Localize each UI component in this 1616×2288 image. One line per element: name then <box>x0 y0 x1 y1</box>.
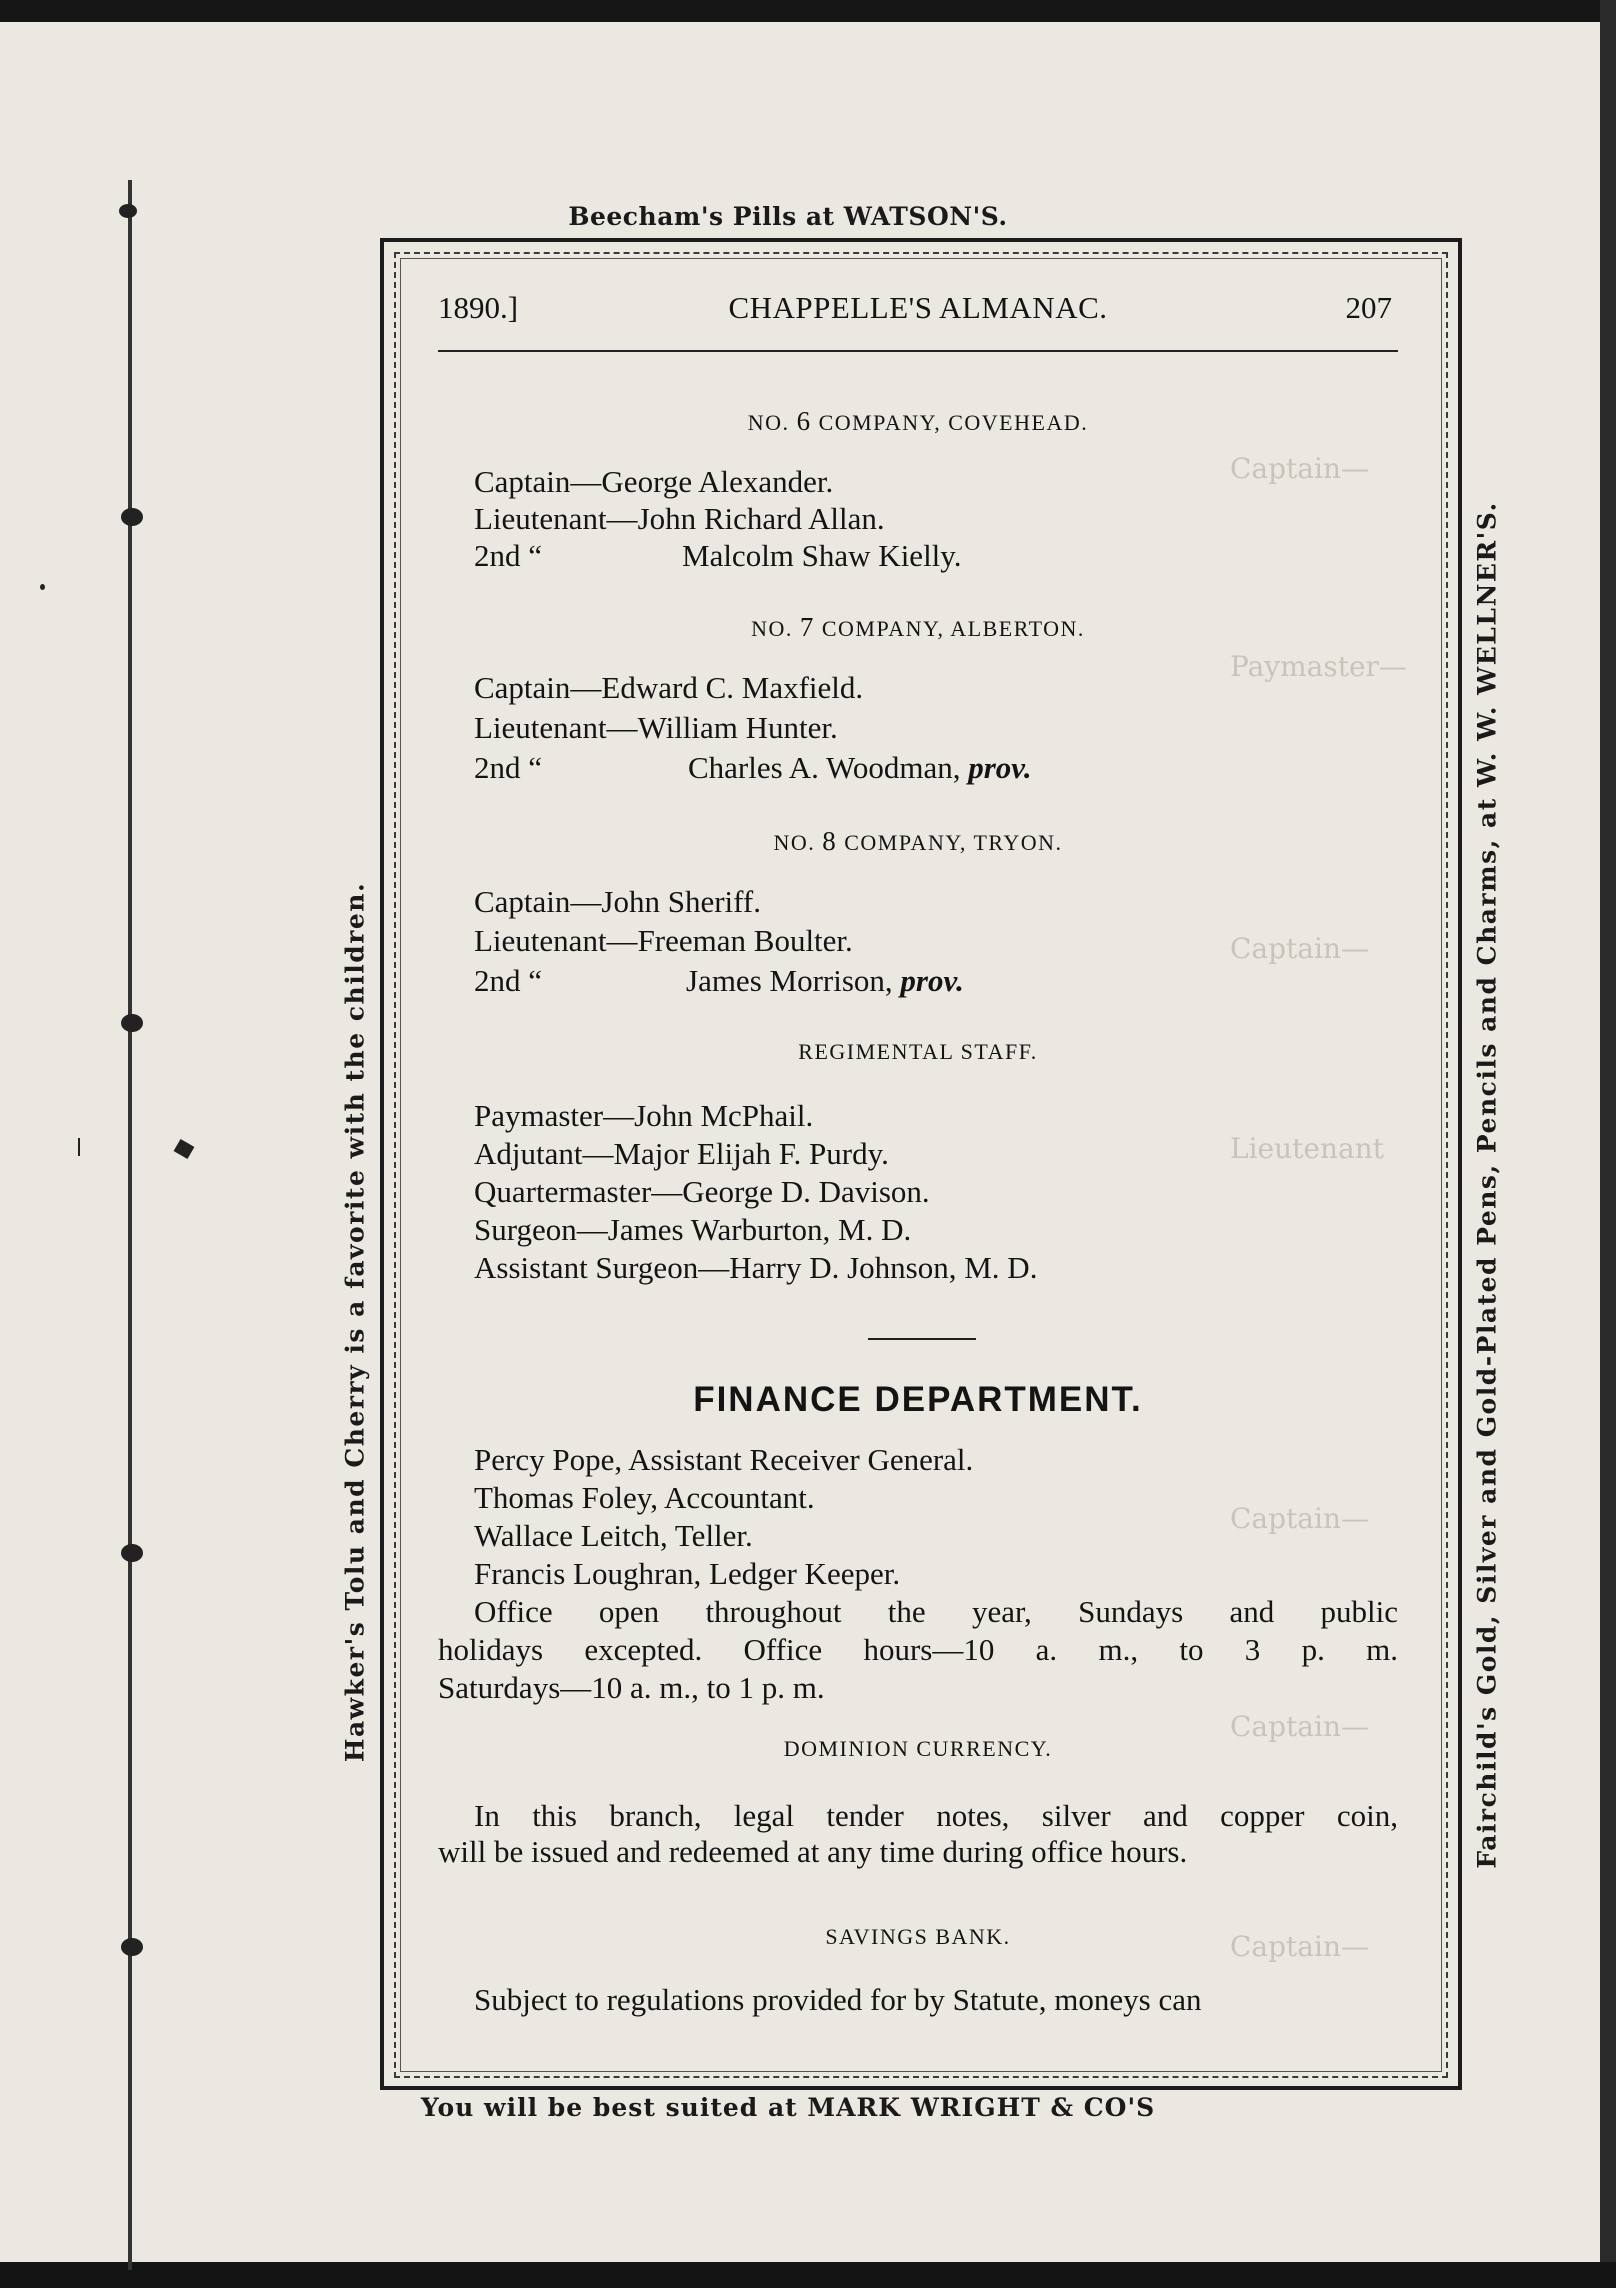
office-hours-line: holidays excepted. Office hours—10 a. m., to 3 p. m. <box>438 1632 1398 1667</box>
bleed-through-text: Captain— <box>1230 452 1369 485</box>
section-heading-regimental-staff: REGIMENTAL STAFF. <box>798 1039 1038 1064</box>
currency-line: In this branch, legal tender notes, silver and copper coin, <box>474 1798 1398 1833</box>
officer-line: Lieutenant—William Hunter. <box>474 710 838 745</box>
stray-mark <box>174 1139 195 1159</box>
page-number: 207 <box>1345 290 1392 325</box>
header-title: CHAPPELLE'S ALMANAC. <box>728 290 1108 325</box>
savings-line: Subject to regulations provided for by Statute, moneys can <box>474 1982 1202 2017</box>
section-heading-dominion-currency: DOMINION CURRENCY. <box>783 1736 1053 1761</box>
staff-line: Assistant Surgeon—Harry D. Johnson, M. D. <box>474 1250 1038 1285</box>
finance-staff-line: Francis Loughran, Ledger Keeper. <box>474 1556 901 1591</box>
header-rule <box>438 350 1398 352</box>
finance-staff-line: Percy Pope, Assistant Receiver General. <box>474 1442 974 1477</box>
officer-line: 2nd “ Malcolm Shaw Kielly. <box>474 538 962 573</box>
binding-hole <box>121 1938 143 1956</box>
officer-line: Captain—John Sheriff. <box>474 884 762 919</box>
binding-hole <box>121 508 143 526</box>
officer-line: Lieutenant—Freeman Boulter. <box>474 923 853 958</box>
section-heading-finance: FINANCE DEPARTMENT. <box>693 1380 1143 1419</box>
currency-line: will be issued and redeemed at any time during office hours. <box>438 1834 1188 1869</box>
office-hours-line: Office open throughout the year, Sundays and public <box>474 1594 1398 1629</box>
company-heading: NO. 8 COMPANY, TRYON. <box>773 826 1063 856</box>
staff-line: Paymaster—John McPhail. <box>474 1098 814 1133</box>
officer-line: Lieutenant—John Richard Allan. <box>474 501 885 536</box>
bleed-through-text: Captain— <box>1230 1930 1369 1963</box>
office-hours-line: Saturdays—10 a. m., to 1 p. m. <box>438 1670 825 1705</box>
scan-bottom-edge <box>0 2262 1616 2288</box>
bleed-through-text: Captain— <box>1230 1502 1369 1535</box>
header-year: 1890.] <box>438 290 519 325</box>
officer-line: Captain—George Alexander. <box>474 464 834 499</box>
company-heading: NO. 7 COMPANY, ALBERTON. <box>751 612 1085 642</box>
bleed-through-text: Captain— <box>1230 1710 1369 1743</box>
staff-line: Surgeon—James Warburton, M. D. <box>474 1212 912 1247</box>
officer-line: 2nd “ James Morrison, prov. <box>474 963 964 998</box>
advertisement-bottom-text: You will be best suited at MARK WRIGHT & CO'S <box>420 2093 1156 2122</box>
running-head <box>438 280 1398 330</box>
bleed-through-text: Paymaster— <box>1230 650 1407 683</box>
finance-staff-line: Thomas Foley, Accountant. <box>474 1480 815 1515</box>
scan-top-edge <box>0 0 1616 22</box>
binding-hole <box>121 1014 143 1032</box>
scan-right-edge <box>1600 0 1616 2288</box>
staff-line: Adjutant—Major Elijah F. Purdy. <box>474 1136 889 1171</box>
advertisement-top-text: Beecham's Pills at WATSON'S. <box>568 202 1008 231</box>
binding-line <box>128 180 132 2270</box>
advertisement-left: Hawker's Tolu and Cherry is a favorite with the children. <box>340 881 370 1763</box>
stray-mark <box>78 1138 80 1156</box>
bleed-through-text: Lieutenant <box>1230 1132 1384 1165</box>
advertisement-top <box>0 202 1616 231</box>
bleed-through-text: Captain— <box>1230 932 1369 965</box>
advertisement-bottom <box>0 2093 1616 2122</box>
section-heading-savings-bank: SAVINGS BANK. <box>825 1924 1011 1949</box>
staff-line: Quartermaster—George D. Davison. <box>474 1174 930 1209</box>
company-heading: NO. 6 COMPANY, COVEHEAD. <box>747 406 1089 436</box>
officer-line: Captain—Edward C. Maxfield. <box>474 670 864 705</box>
officer-line: 2nd “ Charles A. Woodman, prov. <box>474 750 1032 785</box>
section-divider <box>868 1338 976 1340</box>
binding-hole <box>121 1544 143 1562</box>
stray-mark <box>40 584 45 590</box>
advertisement-right: Fairchild's Gold, Silver and Gold-Plated Pens, Pencils and Charms, at W. W. WELLNER'S. <box>1472 501 1502 1869</box>
finance-staff-line: Wallace Leitch, Teller. <box>474 1518 753 1553</box>
